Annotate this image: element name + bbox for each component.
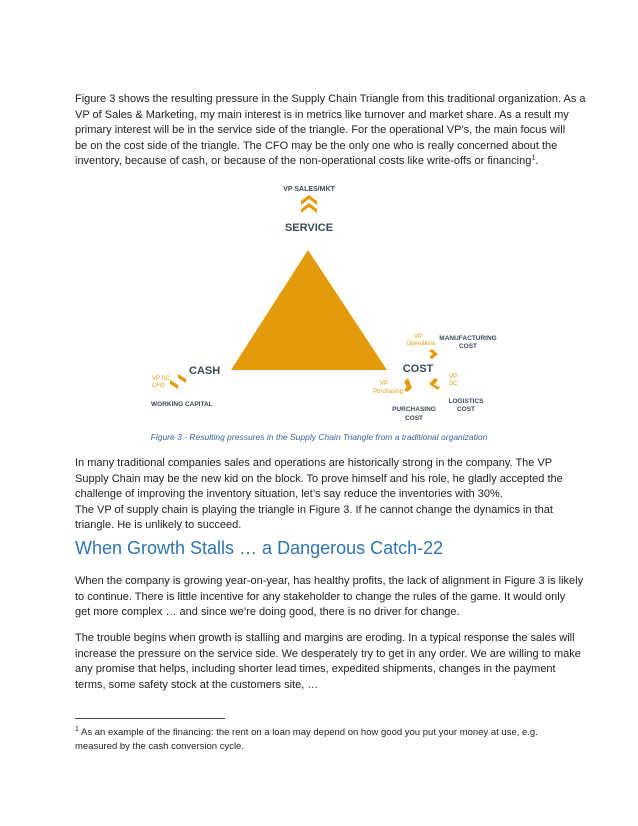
section-line: to continue. There is little incentive for any stakeholder to change the rules of the game. It would only bbox=[75, 590, 566, 603]
footnote-line-1 bbox=[75, 726, 565, 740]
footnote-reference[interactable]: 1 bbox=[531, 154, 536, 162]
body-line: triangle. He is unlikely to succeed. bbox=[75, 519, 242, 531]
ops-owner-operations: Operations bbox=[406, 341, 436, 347]
logistics-cost-label-2: COST bbox=[456, 406, 476, 413]
manufacturing-cost-label-2: COST bbox=[458, 343, 478, 350]
cost-owner-sc: SC bbox=[449, 381, 458, 387]
intro-line: inventory, because of cash, or because of the non-operational costs like write-offs or financing bbox=[75, 155, 532, 167]
cash-owner-cfo: CFO bbox=[152, 383, 165, 389]
working-capital-label: WORKING CAPITAL bbox=[151, 401, 213, 408]
ops-owner-vp: VP bbox=[413, 334, 423, 340]
body-paragraph bbox=[75, 456, 565, 534]
section-line: The trouble begins when growth is stalling and margins are eroding. In a typical response the sales will bbox=[75, 632, 575, 644]
cash-label: CASH bbox=[189, 365, 221, 377]
service-owner-label: VP SALES/MKT bbox=[283, 186, 335, 193]
manufacturing-cost-label-1: MANUFACTURING bbox=[439, 335, 497, 342]
cost-label: COST bbox=[402, 363, 434, 375]
section-line: get more complex … and since we’re doing good, there is no driver for change. bbox=[75, 606, 460, 618]
purchasing-cost-label-1: PURCHASING bbox=[392, 406, 436, 413]
footnote-text: As an example of the financing: the rent on a loan may depend on how good you put your money at use, e.g. bbox=[78, 727, 538, 738]
supply-chain-triangle bbox=[231, 250, 387, 370]
intro-line: be on the cost side of the triangle. The CFO may be the only one who is really concerned about the bbox=[75, 139, 558, 152]
section-heading: When Growth Stalls … a Dangerous Catch-22 bbox=[75, 538, 444, 558]
cash-chevron-icon bbox=[170, 374, 186, 389]
figure-caption: Figure 3 - Resulting pressures in the Supply Chain Triangle from a traditional organization bbox=[150, 432, 488, 442]
section-paragraph-1 bbox=[75, 574, 584, 621]
section-line: any promise that helps, including shorter lead times, expedited shipments, changes in the payment bbox=[75, 663, 556, 675]
service-label: SERVICE bbox=[284, 222, 334, 234]
intro-line: primary interest will be in the service side of the triangle. For the operational VP’s, the main focus will bbox=[75, 124, 566, 136]
body-line: The VP of supply chain is playing the triangle in Figure 3. If he cannot change the dynamics in that bbox=[75, 503, 553, 516]
section-line: terms, some safety stock at the customers site, … bbox=[75, 678, 319, 691]
logistics-chevron-icon bbox=[429, 374, 448, 390]
footnote-divider bbox=[75, 718, 225, 719]
section-paragraph-2 bbox=[75, 631, 581, 693]
purchasing-owner-label: Purchasing bbox=[372, 389, 404, 395]
service-chevron-icon bbox=[301, 195, 317, 213]
cash-owner-vp-sc: VP SC bbox=[152, 376, 170, 382]
cost-owner-vp: VP bbox=[449, 374, 458, 380]
purchasing-cost-label-2: COST bbox=[404, 415, 424, 422]
section-line: When the company is growing year-on-year, has healthy profits, the lack of alignment in Figure 3 is likely bbox=[75, 575, 584, 587]
purchasing-owner-vp: VP bbox=[379, 381, 389, 387]
purchasing-chevron-icon bbox=[404, 376, 419, 392]
section-line: increase the pressure on the service side. We desperately try to get in any order. We are willing to make bbox=[75, 647, 581, 660]
footnote bbox=[75, 726, 565, 754]
intro-line: VP of Sales & Marketing, my main interest is in metrics like turnover and market share. As a result my bbox=[75, 108, 569, 121]
intro-line: Figure 3 shows the resulting pressure in the Supply Chain Triangle from this traditional organization. As a bbox=[75, 93, 586, 105]
body-line: challenge of improving the inventory situation, let’s say reduce the inventories with 30%. bbox=[75, 488, 503, 500]
logistics-cost-label-1: LOGISTICS bbox=[448, 398, 484, 405]
footnote-number: 1 bbox=[75, 725, 79, 733]
intro-period: . bbox=[535, 155, 539, 167]
body-line: Supply Chain may be the new kid on the block. To prove himself and his role, he gladly accepted the bbox=[75, 472, 563, 485]
body-line: In many traditional companies sales and operations are historically strong in the company. The VP bbox=[75, 457, 553, 469]
footnote-text: measured by the cash conversion cycle. bbox=[75, 741, 244, 752]
